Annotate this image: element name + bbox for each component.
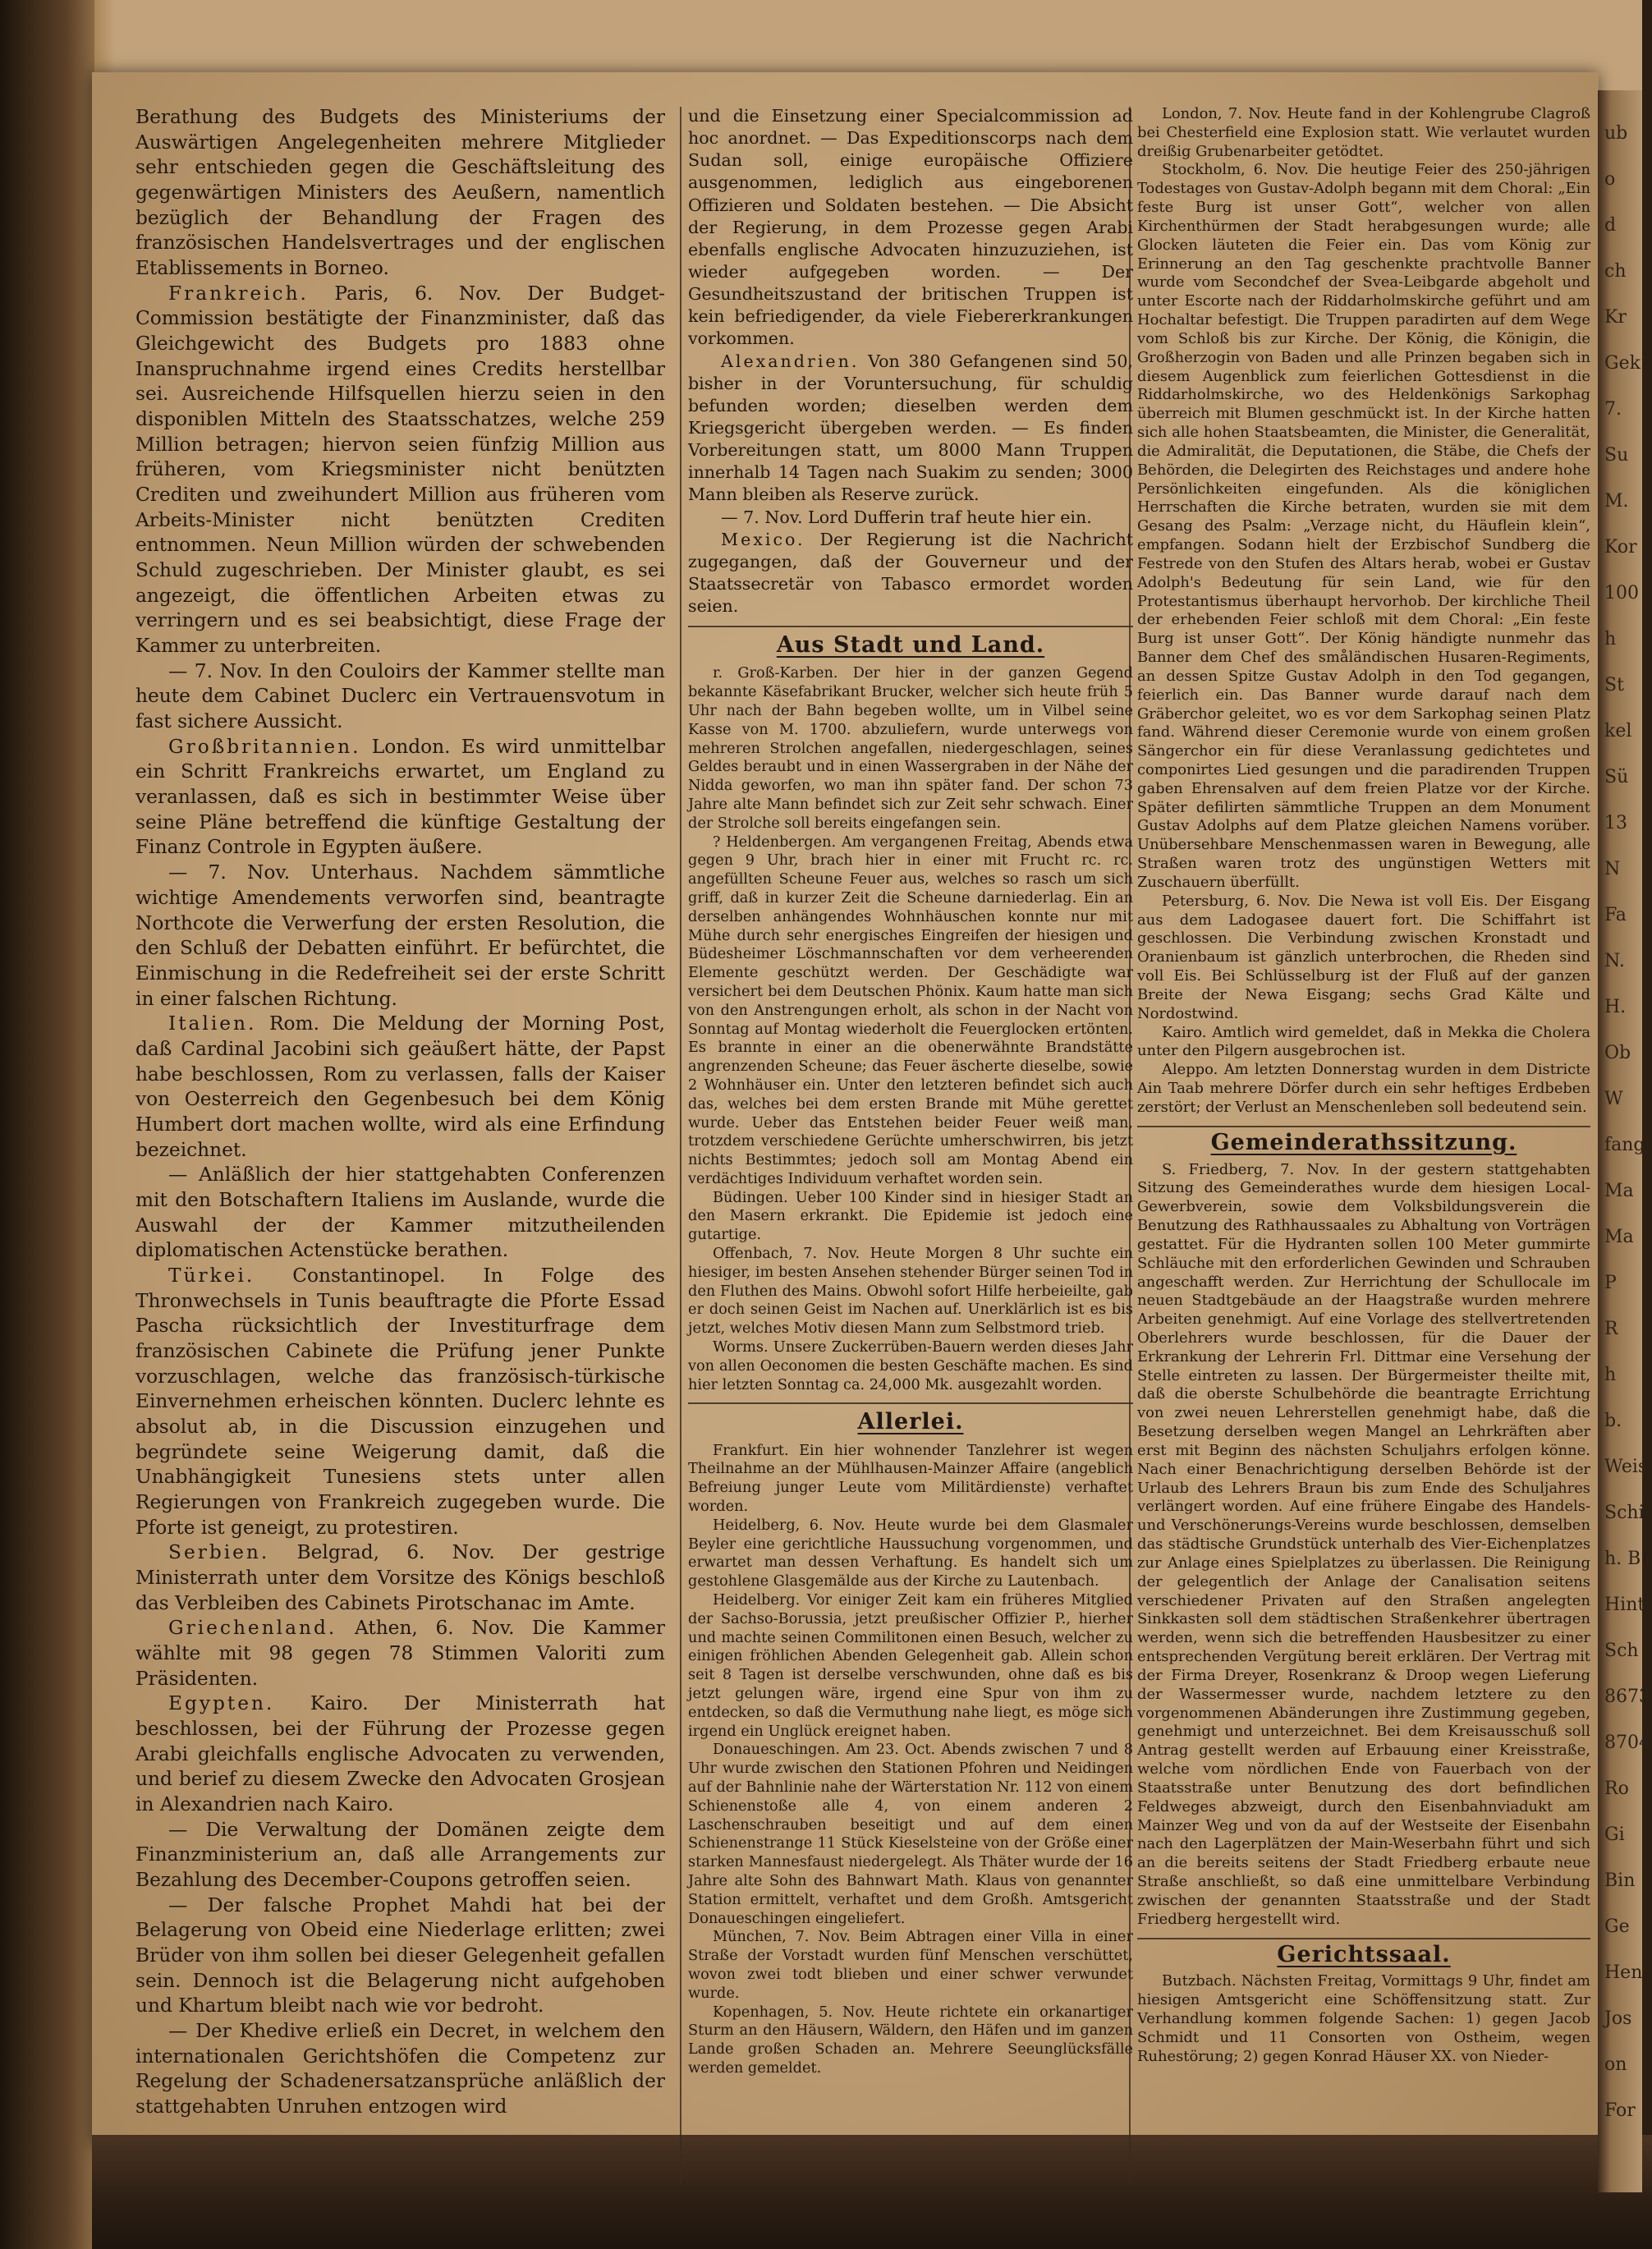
facing-page-fragment: R [1604,1319,1618,1339]
facing-page-fragment: h [1604,629,1617,649]
news-item: Heidelberg. Vor einiger Zeit kam ein früheres Mitglied der Sachso-Borussia, jetzt preußischer Offizier P., hierher und machte seinen Commilitonen einen Besuch, welcher zu einigen fröhlichen Abenden Gelegenheit gab. Allein schon seit 8 Tagen ist derselbe verschwunden, ohne daß es bis jetzt gelungen wäre, irgend eine Spur von ihm zu entdecken, so daß die Vermuthung nahe liegt, es möge sich irgend ein Unglück ereignet haben. [688,1591,1133,1740]
article-paragraph [135,282,665,659]
facing-page-fragment: N. [1604,951,1625,971]
facing-page-fragment: o [1604,169,1616,190]
facing-page-fragment: ch [1604,261,1627,282]
section-divider [1137,1938,1590,1939]
news-item: Worms. Unsere Zuckerrüben-Bauern werden dieses Jahr von allen Oeconomen die besten Geschäfte machen. Es sind hier letzten Sonntag ca. 24,000 Mk. ausgezahlt worden. [688,1339,1133,1393]
news-item: Frankfurt. Ein hier wohnender Tanzlehrer ist wegen Theilnahme an der Mühlhausen-Mainzer Affaire (angeblich Befreiung junger Leute vom Militärdienste) verhaftet worden. [688,1442,1133,1515]
facing-page-fragment: Sch [1604,1641,1639,1661]
facing-page-fragment: d [1604,215,1617,236]
news-item: Donaueschingen. Am 23. Oct. Abends zwischen 7 und 8 Uhr wurde zwischen den Stationen Pfohren und Neidingen auf der Bahnlinie nahe der Wärterstation Nr. 112 von einem Schienenstoße alle 4, von einem anderen 2 Laschenschrauben beseitigt und auf dem einen Schienenstrange 11 Stück Kieselsteine von der Größe einer starken Mannesfaust niedergelegt. Als Thäter wurde der 16 Jahre alte Sohn des Bahnwart Math. Klaus von genannter Station ermittelt, verhaftet und dem Großh. Amtsgericht Donaueschingen eingeliefert. [688,1742,1133,1927]
facing-page-fragment: Hen [1604,1962,1643,1983]
article-paragraph [688,351,1133,507]
news-item: Offenbach, 7. Nov. Heute Morgen 8 Uhr suchte ein hiesiger, im besten Ansehen stehender Bürger seinen Tod in den Fluthen des Mains. Obwohl sofort Hilfe herbeieilte, gab er doch seinen Geist im Nachen auf. Unerklärlich ist es bis jetzt, welches Motiv diesen Mann zum Selbstmord trieb. [688,1246,1133,1338]
article-paragraph [135,1012,665,1163]
section-title-stadt-und-land: Aus Stadt und Land. [776,632,1045,659]
news-item: S. Friedberg, 7. Nov. In der gestern stattgehabten Sitzung des Gemeinderathes wurde dem hiesigen Local-Gewerbverein, sowie dem Volksbildungsverein die Benutzung des Rathhaussaales zu Abhaltung von Vorträgen gestattet. Für die Hydranten sollen 100 Meter gummirte Schläuche mit den erforderlichen Gewinden und Schrauben angeschafft werden. Zur Herrichtung der Schullocale im neuen Stadtgebäude an der Haagstraße wurden mehrere Arbeiten genehmigt. Auf eine Vorlage des stellvertretenden Oberlehrers wurde beschlossen, für die Dauer der Erkrankung der Lehrerin Frl. Dittmar eine Versehung der Stelle eintreten zu lassen. Der Bürgermeister theilte mit, daß die oberste Schulbehörde die beantragte Errichtung von zwei neuen Lehrerstellen genehmigt habe, daß die Besetzung derselben wegen Mangel an Lehrkräften aber erst mit Beginn des nächsten Schuljahrs erfolgen könne. Nach einer Benachrichtigung derselben Behörde ist der Urlaub des Lehrers Braun bis zum Ende des Schuljahres verlängert worden. Auf eine frühere Eingabe des Handels- und Verschönerungs-Vereins wurde beschlossen, demselben das städtische Grundstück unterhalb des Vier-Eichenplatzes zur Anlage eines Spielplatzes zu überlassen. Die Reinigung der gelegentlich der Anlage der Canalisation seitens verschiedener Privaten auf den Straßen angelegten Sinkkasten soll dem städtischen Straßenkehrer übertragen werden, wenn sich die betreffenden Hausbesitzer zu einer entsprechenden Vergütung bereit erklären. Der Vertrag mit der Firma Dreyer, Rosenkranz & Droop wegen Lieferung der Wassermesser wurde, nachdem letztere zu den vorgenommenen Abänderungen ihre Zustimmung gegeben, genehmigt und unterzeichnet. Bei dem Kreisausschuß soll Antrag gestellt werden auf Erbauung einer Kreisstraße, welche vom nördlichen Ende von Fauerbach von der Staatsstraße unter Benutzung des dort befindlichen Feldweges abzweigt, durch den Eisenbahnviadukt am Mainzer Weg und von da auf der Westseite der Eisenbahn nach den Lagerplätzen der Main-Weserbahn führt und sich an die bereits seitens der Stadt Friedberg erbaute neue Straße anschließt, so daß eine unmittelbare Verbindung zwischen der genannten Staatsstraße und der Stadt Friedberg hergestellt wird. [1137,1160,1590,1928]
news-item: London, 7. Nov. Heute fand in der Kohlengrube Clagroß bei Chesterfield eine Explosion statt. Wie verlautet wurden dreißig Grubenarbeiter getödtet. [1137,105,1590,160]
facing-page-fragment: Schi [1604,1503,1645,1523]
column-1 [135,105,665,2120]
facing-page-fragment: Weis [1604,1457,1648,1477]
book-binding-edge [0,0,94,2249]
article-paragraph: — Anläßlich der hier stattgehabten Conferenzen mit den Botschaftern Italiens im Auslande, wurde die Auswahl der der Kammer mitzutheilenden diplomatischen Actenstücke berathen. [135,1164,665,1262]
facing-page-fragment: ub [1604,123,1628,144]
article-text: Belgrad, 6. Nov. Der gestrige Ministerrath unter dem Vorsitze des Königs beschloß das Verbleiben des Cabinets Pirotschanac im Amte. [135,1541,665,1614]
article-paragraph [135,1540,665,1616]
article-text: Kairo. Der Ministerrath hat beschlossen, bei der Führung der Prozesse gegen Arabi gleichfalls englische Advocaten zu verwenden, und berief zu diesem Zwecke den Advocaten Grosjean in Alexandrien nach Kairo. [135,1692,666,1816]
article-paragraph: — 7. Nov. Lord Dufferin traf heute hier ein. [721,507,1092,527]
article-paragraph: — 7. Nov. Unterhaus. Nachdem sämmtliche wichtige Amendements verworfen sind, beantragte Northcote die Verwerfung der ersten Resolution, die den Schluß der Debatten einführt. Er befürchtet, die Einmischung in die Redefreiheit sei der erste Schritt in einer falschen Richtung. [135,861,665,1010]
section-divider [688,1402,1133,1404]
facing-page-fragment: h. B [1604,1549,1641,1569]
article-paragraph [135,1691,665,1817]
facing-page-fragment: Ge [1604,1916,1630,1937]
facing-page-fragment: Sü [1604,767,1629,787]
facing-page-fragment: kel [1604,721,1632,741]
article-text: London. Es wird unmittelbar ein Schritt Frankreichs erwartet, um England zu veranlassen, daß es sich in bestimmter Weise über seine Pläne betreffend die künftige Gestaltung der Finanz Controle in Egypten äußere. [135,735,665,859]
article-paragraph: — Der falsche Prophet Mahdi hat bei der Belagerung von Obeid eine Niederlage erlitten; zwei Brüder von ihm sollen bei dieser Gelegenheit gefallen sein. Dennoch ist die Belagerung nicht aufgehoben und Khartum bleibt nach wie vor bedroht. [135,1893,665,2017]
section-title-gemeinderathssitzung: Gemeinderathssitzung. [1210,1129,1517,1155]
facing-page-fragment: Kr [1604,307,1627,328]
facing-page-fragment: b. [1604,1411,1622,1431]
city-heading: Alexandrien. [721,351,860,371]
facing-page-edge [1598,90,1650,2192]
facing-page-fragment: St [1604,675,1624,695]
country-heading: Frankreich. [168,282,309,305]
news-item: Kairo. Amtlich wird gemeldet, daß in Mekka die Cholera unter den Pilgern ausgebrochen ist. [1137,1023,1590,1060]
facing-page-fragment: h [1604,1365,1617,1385]
facing-page-fragment: 100 [1604,583,1639,604]
miscellany-block [688,1442,1133,2078]
news-item: Petersburg, 6. Nov. Die Newa ist voll Eis. Der Eisgang aus dem Ladogasee dauert fort. Die Schiffahrt ist geschlossen. Die Verbindung zwischen Kronstadt und Oranienbaum ist gänzlich unterbrochen, die Rheden sind voll Eis. Bei Schlüsselburg ist der Fluß auf der ganzen Breite der Newa Eisgang; sechs Grad Kälte und Nordostwind. [1137,892,1590,1022]
section-divider [688,626,1133,627]
column-3 [1137,105,1590,2066]
country-heading: Mexico. [721,529,805,549]
news-item: ? Heldenbergen. Am vergangenen Freitag, Abends etwa gegen 9 Uhr, brach hier in einer mit Frucht rc. rc. angefüllten Scheune Feuer aus, welches so rasch um sich griff, daß in kurzer Zeit die Scheune darniederlag. Ein an derselben anhängendes Wohnhäuschen konnte nur mit Mühe durch sehr energisches Eingreifen der hiesigen und Büdesheimer Löschmannschaften vor dem verheerenden Elemente geschützt werden. Der Geschädigte war versichert bei dem Deutschen Phönix. Kaum hatte man sich von den Anstrengungen erholt, als schon in der Nacht von Sonntag auf Montag wiederholt die Feuerglocken ertönten. Es brannte in einer an die obenerwähnte Brandstätte angrenzenden Scheune; das Feuer äscherte dieselbe, sowie 2 Wohnhäuser ein. Unter den letzteren befindet sich auch das, welches bei dem ersten Brande mit Mühe gerettet wurde. Ueber das Entstehen beider Feuer weiß man, trotzdem verschiedene Gerüchte umherschwirren, bis jetzt nichts Bestimmtes; jedoch soll am Montag Abend ein verdächtiges Individuum verhaftet worden sein. [688,833,1133,1187]
section-title-gerichtssaal: Gerichtssaal. [1277,1941,1451,1967]
facing-page-fragment: M. [1604,491,1629,512]
article-text: Rom. Die Meldung der Morning Post, daß Cardinal Jacobini sich geäußert hätte, der Papst habe beschlossen, Rom zu verlassen, falls der Kaiser von Oesterreich den Gegenbesuch bei dem König Humbert dort machen wollte, wird als eine Erfindung bezeichnet. [135,1012,665,1161]
facing-page-fragment: Jos [1604,2008,1632,2029]
page-stack-edge [92,2135,1652,2249]
country-heading: Türkei. [168,1264,255,1287]
facing-page-fragment: on [1604,2054,1627,2075]
news-item: München, 7. Nov. Beim Abtragen einer Villa in einer Straße der Vorstadt wurden fünf Menschen verschüttet, wovon zwei todt blieben und einer schwer verwundet wurde. [688,1929,1133,2002]
facing-page-fragment: 7. [1604,399,1622,420]
article-text: Von 380 Gefangenen sind 50, bisher in der Voruntersuchung, für schuldig befunden worden; dieselben werden dem Kriegsgericht übergeben werden. — Es finden Vorbereitungen statt, um 8000 Mann Truppen innerhalb 14 Tagen nach Suakim zu senden; 3000 Mann bleiben als Reserve zurück. [688,351,1134,505]
facing-page-fragment: Kor [1604,537,1637,558]
section-divider [1137,1126,1590,1127]
facing-page-fragment: N [1604,859,1621,879]
news-item: Büdingen. Ueber 100 Kinder sind in hiesiger Stadt an den Masern erkrankt. Die Epidemie ist jedoch eine gutartige. [688,1189,1133,1244]
facing-page-fragment: Ma [1604,1181,1634,1201]
facing-page-fragment: For [1604,2100,1636,2121]
news-item: Stockholm, 6. Nov. Die heutige Feier des 250-jährigen Todestages von Gustav-Adolph begann mit dem Choral: „Ein feste Burg ist unser Gott“, welcher von allen Kirchenthürmen der Stadt herabgesungen wurde; alle Glocken läuteten die Feier ein. Das vom König zur Erinnerung an den Tag geschenkte prachtvolle Banner wurde vom Secondchef der Svea-Leibgarde abgeholt und unter Escorte nach der Riddarholmskirche geführt und am Hochaltar befestigt. Die Truppen paradirten auf dem Wege vom Schloß bis zur Kirche. Der König, die Königin, die Großherzogin von Baden und alle Prinzen begaben sich in diesem Augenblick zum feierlichen Gottesdienst in die Riddarholmskirche, wo des Heldenkönigs Sarkophag überreich mit Blumen geschmückt ist. In der Kirche hatten sich alle hohen Staatsbeamten, die Minister, die Generalität, die Admiralität, die Deputationen, die Stäbe, die Chefs der Behörden, die Delegirten des Reichstages und andere hohe Persönlichkeiten eingefunden. Als die königlichen Herrschaften die Kirche betraten, wurden sie mit dem Gesang des Psalm: „Verzage nicht, du Häuflein klein“, empfangen. Sodann hielt der Erzbischof Sundberg die Festrede von den Stufen des Altars herab, wobei er Gustav Adolph's Bedeutung für sein Land, wie für den Protestantismus überhaupt hervorhob. Der kirchliche Theil der erhebenden Feier schloß mit dem Choral: „Ein feste Burg ist unser Gott“. Der König händigte nunmehr das Banner dem Chef des småländischen Husaren-Regiments, an dessen Spitze Gustav Adolph in den Tod gegangen, feierlich ein. Das Banner wurde darauf nach dem Gräberchor geleitet, wo es vor dem Sarkophag seinen Platz fand. Während dieser Ceremonie wurde von einem großen Sängerchor ein für diese Veranlassung gedichtetes und componirtes Lied gesungen und die paradirenden Truppen gaben Ehrensalven auf dem freien Platze vor der Kirche. Später defilirten sämmtliche Truppen an dem Monument Gustav Adolphs auf dem Platze gleichen Namens vorüber. Unübersehbare Menschenmassen waren in Bewegung, alle Straßen waren trotz des ungünstigen Wetters mit Zuschauern überfüllt. [1137,161,1590,891]
news-item: Kopenhagen, 5. Nov. Heute richtete ein orkanartiger Sturm an den Häusern, Wäldern, den Häfen und im ganzen Lande großen Schaden an. Mehrere Seeunglücksfälle werden gemeldet. [688,2003,1133,2077]
facing-page-fragment: fang [1604,1135,1645,1155]
local-news-block [688,664,1133,1394]
country-heading: Italien. [168,1012,257,1035]
column-rule-1 [680,107,681,2184]
article-paragraph [688,529,1133,618]
facing-page-fragment: 8704 [1604,1733,1650,1753]
facing-page-fragment: P [1604,1273,1617,1293]
article-paragraph [135,1616,665,1691]
article-paragraph: — Der Khedive erließ ein Decret, in welchem den internationalen Gerichtshöfen die Competenz zur Regelung der Schadenersatzansprüche anläßlich der stattgehabten Unruhen entzogen wird [135,2020,665,2118]
facing-page-fragment: Su [1604,445,1629,466]
article-text: Constantinopel. In Folge des Thronwechsels in Tunis beauftragte die Pforte Essad Pascha rücksichtlich der Investiturfrage dem französischen Cabinete die Prüfung jener Punkte vorzuschlagen, welche das französisch-türkische Einvernehmen erheischen könnten. Duclerc lehnte es absolut ab, in die Discussion einzugehen und begründete seine Weigerung damit, daß die Unabhängigkeit Tunesiens stets unter allen Regierungen von Frankreich zugegeben wurde. Die Pforte ist geneigt, zu protestiren. [135,1264,665,1539]
article-text: Athen, 6. Nov. Die Kammer wählte mit 98 gegen 78 Stimmen Valoriti zum Präsidenten. [135,1617,665,1690]
article-text: Paris, 6. Nov. Der Budget-Commission bestätigte der Finanzminister, daß das Gleichgewicht des Budgets pro 1883 ohne Inanspruchnahme irgend eines Credits herstellbar sei. Ausreichende Hilfsquellen hierzu seien in den disponiblen Mitteln des Staatsschatzes, welche 259 Million betragen; hiervon seien fünfzig Million aus früheren, vom Kriegsminister nicht benützten Crediten und zweihundert Million aus früheren vom Arbeits-Minister nicht benützten Crediten entnommen. Neun Million würden der schwebenden Schuld zugeschrieben. Der Minister glaubt, es sei angezeigt, die öffentlichen Arbeiten etwas zu verringern und es sei beabsichtigt, diese Frage der Kammer zu unterbreiten. [135,282,665,658]
article-text: Der Regierung ist die Nachricht zugegangen, daß der Gouverneur und der Staatssecretär von Tabasco ermordet worden seien. [688,529,1133,617]
facing-page-fragment: Hint [1604,1595,1645,1615]
news-item: Butzbach. Nächsten Freitag, Vormittags 9 Uhr, findet am hiesigen Amtsgericht eine Schöffensitzung statt. Zur Verhandlung kommen folgende Sachen: 1) gegen Jacob Schmidt und 11 Consorten von Ostheim, wegen Ruhestörung; 2) gegen Konrad Häuser XX. von Nieder- [1137,1972,1590,2065]
section-title-allerlei: Allerlei. [857,1409,964,1435]
country-heading: Großbritannien. [168,735,361,758]
news-item: r. Groß-Karben. Der hier in der ganzen Gegend bekannte Käsefabrikant Brucker, welcher sich heute früh 5 Uhr nach der Bahn begeben wollte, um in Vilbel seine Kasse von M. 1700. abzuliefern, wurde unterwegs von mehreren Strolchen angefallen, niedergeschlagen, seines Geldes beraubt und in einen Wassergraben in der Nähe der Nidda geworfen, wo man ihn später fand. Der schon 73 Jahre alte Mann befindet sich zur Zeit sehr schwach. Einer der Strolche soll bereits eingefangen sein. [688,665,1133,832]
column-2 [688,105,1133,2078]
facing-page-fragment: W [1604,1089,1623,1109]
facing-page-fragment: 13 [1604,813,1627,833]
article-paragraph: — Die Verwaltung der Domänen zeigte dem Finanzministerium an, daß alle Arrangements zur Bezahlung des December-Coupons getroffen seien. [135,1818,665,1892]
facing-page-fragment: Fa [1604,905,1627,925]
facing-page-fragment: 8673 [1604,1687,1650,1707]
article-paragraph [135,735,665,861]
article-paragraph: und die Einsetzung einer Specialcommission ad hoc anordnet. — Das Expeditionscorps nach dem Sudan soll, einige europäische Offiziere ausgenommen, lediglich aus eingeborenen Offizieren und Soldaten bestehen. — Die Absicht der Regierung, in dem Prozesse gegen Arabi ebenfalls englische Advocaten hinzuzuziehen, ist wieder aufgegeben worden. — Der Gesundheitszustand der britischen Truppen ist kein befriedigender, da viele Fiebererkrankungen vorkommen. [688,106,1133,349]
country-heading: Griechenland. [168,1617,337,1640]
country-heading: Serbien. [168,1541,270,1564]
facing-page-fragment: H. [1604,997,1627,1017]
article-paragraph: Berathung des Budgets des Ministeriums der Auswärtigen Angelegenheiten mehrere Mitglieder sehr entschieden gegen die Geschäftsleitung des gegenwärtigen Ministers des Aeußern, namentlich bezüglich der Behandlung der Fragen des französischen Handelsvertrages und der englischen Etablissements in Borneo. [135,106,665,280]
facing-page-fragment: Bin [1604,1870,1636,1891]
country-heading: Egypten. [168,1692,275,1715]
news-item: Heidelberg, 6. Nov. Heute wurde bei dem Glasmaler Beyler eine gerichtliche Haussuchung vorgenommen, und erwartet man dessen Verhaftung. Es handelt sich um gestohlene Glasgemälde aus der Kirche zu Lautenbach. [688,1517,1133,1590]
facing-page-fragment: Gi [1604,1824,1625,1845]
facing-page-fragment: Ma [1604,1227,1634,1247]
facing-page-fragment: Ro [1604,1779,1629,1799]
facing-page-fragment: Ob [1604,1043,1631,1063]
facing-page-fragment: Gek [1604,353,1641,374]
article-paragraph: — 7. Nov. In den Couloirs der Kammer stellte man heute dem Cabinet Duclerc ein Vertrauensvotum in fast sichere Aussicht. [135,659,665,733]
news-item: Aleppo. Am letzten Donnerstag wurden in dem Districte Ain Taab mehrere Dörfer durch ein sehr heftiges Erdbeben zerstört; der Verlust an Menschenleben soll bedeutend sein. [1137,1061,1590,1116]
article-paragraph [135,1264,665,1540]
